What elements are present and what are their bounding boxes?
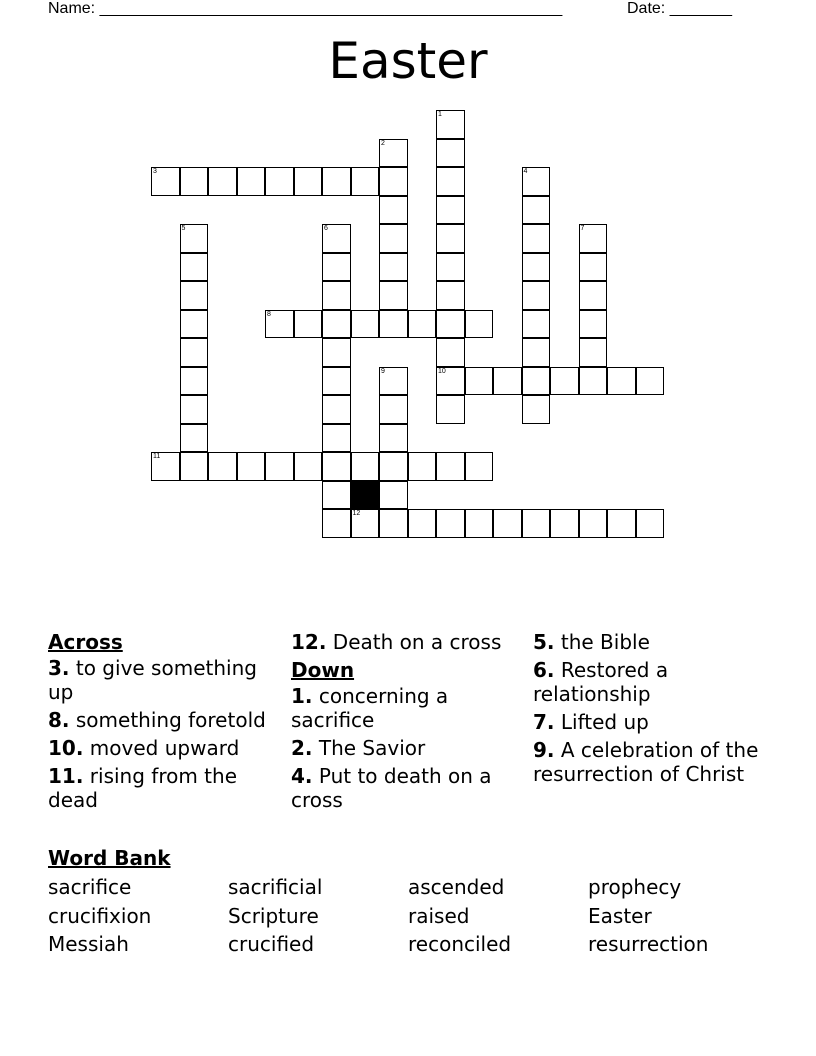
across-heading: Across: [48, 630, 123, 654]
grid-cell[interactable]: [322, 452, 351, 481]
grid-cell[interactable]: [379, 139, 408, 168]
grid-cell[interactable]: [180, 338, 209, 367]
grid-cell[interactable]: [208, 452, 237, 481]
grid-cell[interactable]: [408, 310, 437, 339]
cell-number: 3: [153, 168, 157, 175]
grid-cell[interactable]: [180, 367, 209, 396]
grid-cell[interactable]: [522, 167, 551, 196]
grid-cell[interactable]: [180, 395, 209, 424]
cell-number: 10: [438, 367, 446, 375]
grid-cell[interactable]: [579, 509, 608, 538]
grid-cell[interactable]: [636, 367, 665, 396]
grid-cell[interactable]: [151, 452, 180, 481]
grid-cell[interactable]: [607, 367, 636, 396]
grid-cell[interactable]: [436, 452, 465, 481]
grid-cell[interactable]: [322, 395, 351, 424]
grid-cell[interactable]: [322, 224, 351, 253]
grid-cell[interactable]: [436, 310, 465, 339]
grid-cell[interactable]: [465, 452, 494, 481]
grid-cell[interactable]: [607, 509, 636, 538]
grid-cell[interactable]: [180, 224, 209, 253]
cell-number: 2: [381, 139, 385, 147]
grid-cell[interactable]: [579, 253, 608, 282]
grid-cell[interactable]: [579, 338, 608, 367]
word-bank-item: raised: [408, 903, 470, 928]
word-bank-item: ascended: [408, 875, 505, 899]
grid-cell[interactable]: [379, 196, 408, 225]
grid-cell[interactable]: [237, 167, 266, 196]
grid-cell[interactable]: [265, 167, 294, 196]
down-heading: Down: [291, 658, 355, 682]
across-clue-10: 10. moved upward: [48, 736, 240, 760]
grid-cell[interactable]: [322, 310, 351, 339]
grid-cell[interactable]: [436, 338, 465, 367]
grid-cell[interactable]: [579, 310, 608, 339]
page-title: Easter: [328, 32, 488, 90]
grid-cell[interactable]: [408, 509, 437, 538]
word-bank-item: sacrifice: [48, 875, 132, 899]
grid-cell[interactable]: [379, 395, 408, 424]
down-clue-2: 2. The Savior: [291, 736, 426, 760]
grid-black-cell: [351, 481, 380, 510]
grid-cell[interactable]: [522, 509, 551, 538]
grid-cell[interactable]: [522, 253, 551, 282]
grid-cell[interactable]: [436, 167, 465, 196]
word-bank-item: sacrificial: [228, 875, 323, 899]
grid-cell[interactable]: [237, 452, 266, 481]
down-clue-6: 6. Restored a relationship: [533, 658, 669, 706]
grid-cell[interactable]: [379, 310, 408, 339]
grid-cell[interactable]: [294, 310, 323, 339]
grid-cell[interactable]: [579, 224, 608, 253]
grid-cell[interactable]: [180, 452, 209, 481]
down-clue-5: 5. the Bible: [533, 630, 650, 654]
word-bank-item: Messiah: [48, 932, 129, 956]
grid-cell[interactable]: [522, 281, 551, 310]
grid-cell[interactable]: [351, 310, 380, 339]
cell-number: 7: [580, 225, 585, 232]
cell-number: 6: [324, 225, 328, 232]
clues-column-3: [533, 630, 768, 790]
cell-number: 1: [438, 111, 442, 118]
grid-cell[interactable]: [351, 452, 380, 481]
across-clue-3: 3. to give something up: [48, 656, 257, 704]
word-bank-item: reconciled: [408, 932, 512, 956]
name-field[interactable]: Name: ____________________________________________________: [48, 0, 563, 17]
word-bank-item: Easter: [588, 903, 652, 928]
clues-column-2: [291, 630, 521, 816]
grid-cell[interactable]: [265, 310, 294, 339]
grid-cell[interactable]: [322, 424, 351, 453]
grid-cell[interactable]: [436, 224, 465, 253]
grid-cell[interactable]: [550, 509, 579, 538]
grid-cell[interactable]: [636, 509, 665, 538]
cell-number: 5: [181, 225, 186, 232]
grid-cell[interactable]: [265, 452, 294, 481]
across-clue-12: 12. Death on a cross: [291, 630, 502, 654]
grid-cell[interactable]: [180, 424, 209, 453]
word-bank-item: crucifixion: [48, 903, 152, 928]
grid-cell[interactable]: [436, 110, 465, 139]
grid-cell[interactable]: [180, 310, 209, 339]
grid-cell[interactable]: [465, 367, 494, 396]
down-clue-7: 7. Lifted up: [533, 710, 649, 734]
grid-cell[interactable]: [550, 367, 579, 396]
grid-cell[interactable]: [436, 509, 465, 538]
grid-cell[interactable]: [379, 452, 408, 481]
grid-cell[interactable]: [408, 452, 437, 481]
word-bank-item: resurrection: [588, 932, 709, 956]
grid-cell[interactable]: [522, 224, 551, 253]
grid-cell[interactable]: [322, 509, 351, 538]
grid-cell[interactable]: [493, 367, 522, 396]
across-clue-8: 8. something foretold: [48, 708, 266, 732]
cell-number: 11: [153, 453, 161, 460]
grid-cell[interactable]: [465, 509, 494, 538]
grid-cell[interactable]: [436, 367, 465, 396]
grid-cell[interactable]: [579, 281, 608, 310]
word-bank-title: Word Bank: [48, 846, 171, 870]
word-bank-item: crucified: [228, 932, 315, 956]
grid-cell[interactable]: [151, 167, 180, 196]
grid-cell[interactable]: [436, 395, 465, 424]
grid-cell[interactable]: [351, 167, 380, 196]
grid-cell[interactable]: [322, 253, 351, 282]
grid-cell[interactable]: [436, 281, 465, 310]
grid-cell[interactable]: [522, 196, 551, 225]
grid-cell[interactable]: [522, 338, 551, 367]
grid-cell[interactable]: [579, 367, 608, 396]
grid-cell[interactable]: [379, 253, 408, 282]
grid-cell[interactable]: [322, 338, 351, 367]
grid-cell[interactable]: [379, 509, 408, 538]
grid-cell[interactable]: [379, 167, 408, 196]
grid-cell[interactable]: [379, 424, 408, 453]
cell-number: 9: [381, 367, 385, 375]
grid-cell[interactable]: [208, 167, 237, 196]
cell-number: 4: [523, 168, 528, 175]
cell-number: 12: [352, 510, 361, 517]
grid-cell[interactable]: [436, 139, 465, 168]
clues-column-1: [48, 630, 278, 816]
grid-cell[interactable]: [180, 253, 209, 282]
grid-cell[interactable]: [522, 310, 551, 339]
grid-cell[interactable]: [379, 281, 408, 310]
grid-cell[interactable]: [379, 224, 408, 253]
down-clue-9: 9. A celebration of the resurrection of Christ: [533, 738, 759, 786]
grid-cell[interactable]: [351, 509, 380, 538]
grid-cell[interactable]: [322, 167, 351, 196]
grid-cell[interactable]: [322, 481, 351, 510]
cell-number: 8: [267, 310, 271, 318]
grid-cell[interactable]: [180, 167, 209, 196]
across-clue-11: 11. rising from the dead: [48, 764, 238, 812]
date-field[interactable]: Date: _______: [627, 0, 732, 17]
grid-cell[interactable]: [180, 281, 209, 310]
down-clue-1: 1. concerning a sacrifice: [291, 684, 449, 732]
grid-cell[interactable]: [522, 367, 551, 396]
word-bank-item: prophecy: [588, 875, 682, 899]
grid-cell[interactable]: [465, 310, 494, 339]
grid-cell[interactable]: [322, 367, 351, 396]
grid-cell[interactable]: [322, 281, 351, 310]
down-clue-4: 4. Put to death on a cross: [291, 764, 492, 812]
grid-cell[interactable]: [493, 509, 522, 538]
grid-cell[interactable]: [436, 196, 465, 225]
grid-cell[interactable]: [294, 452, 323, 481]
word-bank-item: Scripture: [228, 903, 319, 928]
grid-cell[interactable]: [522, 395, 551, 424]
grid-cell[interactable]: [294, 167, 323, 196]
grid-cell[interactable]: [379, 367, 408, 396]
grid-cell[interactable]: [379, 481, 408, 510]
grid-cell[interactable]: [436, 253, 465, 282]
word-bank: [48, 873, 768, 959]
